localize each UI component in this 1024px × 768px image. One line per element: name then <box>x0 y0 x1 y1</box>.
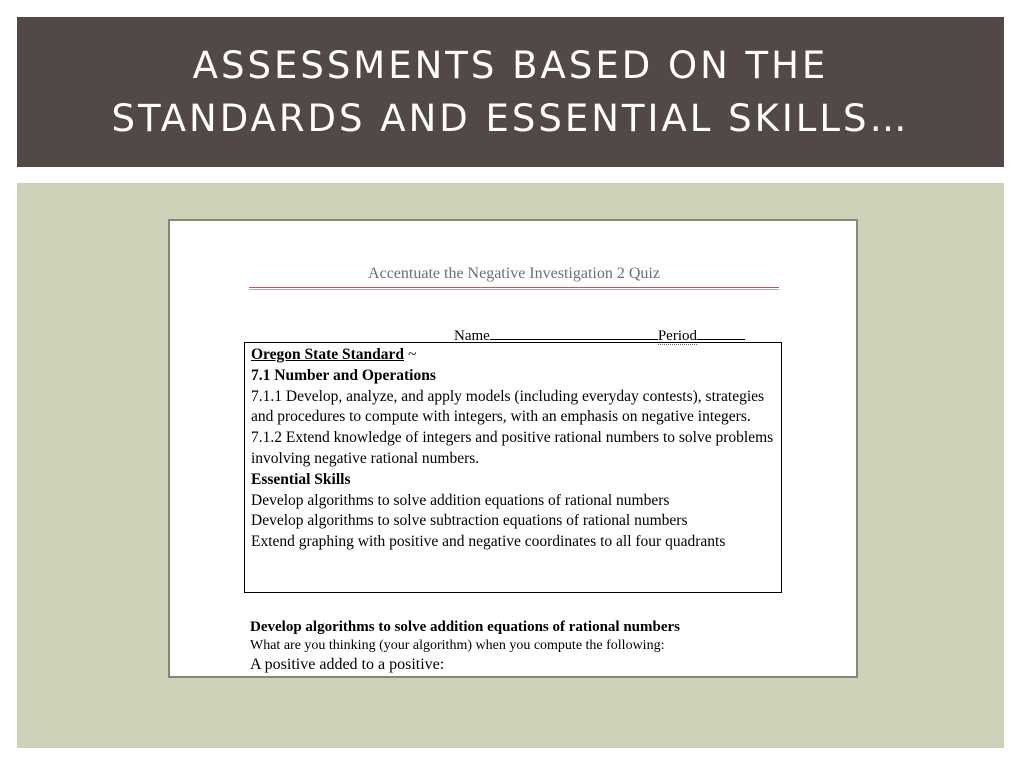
period-blank <box>697 325 745 340</box>
standard-item-1: 7.1.1 Develop, analyze, and apply models (including everyday contests), strategies and procedures to compute with integers, with an emphasis on negative integers. <box>251 387 765 426</box>
quiz-title: Accentuate the Negative Investigation 2 Quiz <box>368 265 660 282</box>
essential-skill-3: Extend graphing with positive and negative coordinates to all four quadrants <box>251 533 726 551</box>
question-prompt: What are you thinking (your algorithm) when you compute the following: <box>250 638 665 653</box>
slide-title <box>111 39 909 145</box>
standard-heading-suffix: ~ <box>408 346 417 363</box>
slide-title-line-2: STANDARDS AND ESSENTIAL SKILLS… <box>111 97 910 140</box>
standard-section-heading: 7.1 Number and Operations <box>251 366 436 384</box>
standards-box <box>244 342 782 593</box>
standard-heading-line <box>251 345 775 366</box>
essential-skills-heading: Essential Skills <box>251 470 351 488</box>
essential-skill-2: Develop algorithms to solve subtraction equations of rational numbers <box>251 512 688 530</box>
name-blank <box>490 325 658 340</box>
name-label: Name <box>454 328 490 344</box>
question-section <box>250 617 850 675</box>
title-rule <box>249 287 779 288</box>
title-band <box>17 17 1004 167</box>
quiz-document-image <box>168 219 858 678</box>
slide-title-line-1: ASSESSMENTS BASED ON THE <box>192 44 829 87</box>
title-rule-secondary <box>249 289 779 290</box>
standard-heading: Oregon State Standard <box>251 346 405 363</box>
standard-item-2: 7.1.2 Extend knowledge of integers and positive rational numbers to solve problems involving negative rational numbers. <box>251 429 774 467</box>
essential-skill-1: Develop algorithms to solve addition equations of rational numbers <box>251 491 670 509</box>
period-label: Period <box>657 328 697 344</box>
question-item-1: A positive added to a positive: <box>250 656 445 673</box>
question-section-heading: Develop algorithms to solve addition equations of rational numbers <box>250 619 681 635</box>
